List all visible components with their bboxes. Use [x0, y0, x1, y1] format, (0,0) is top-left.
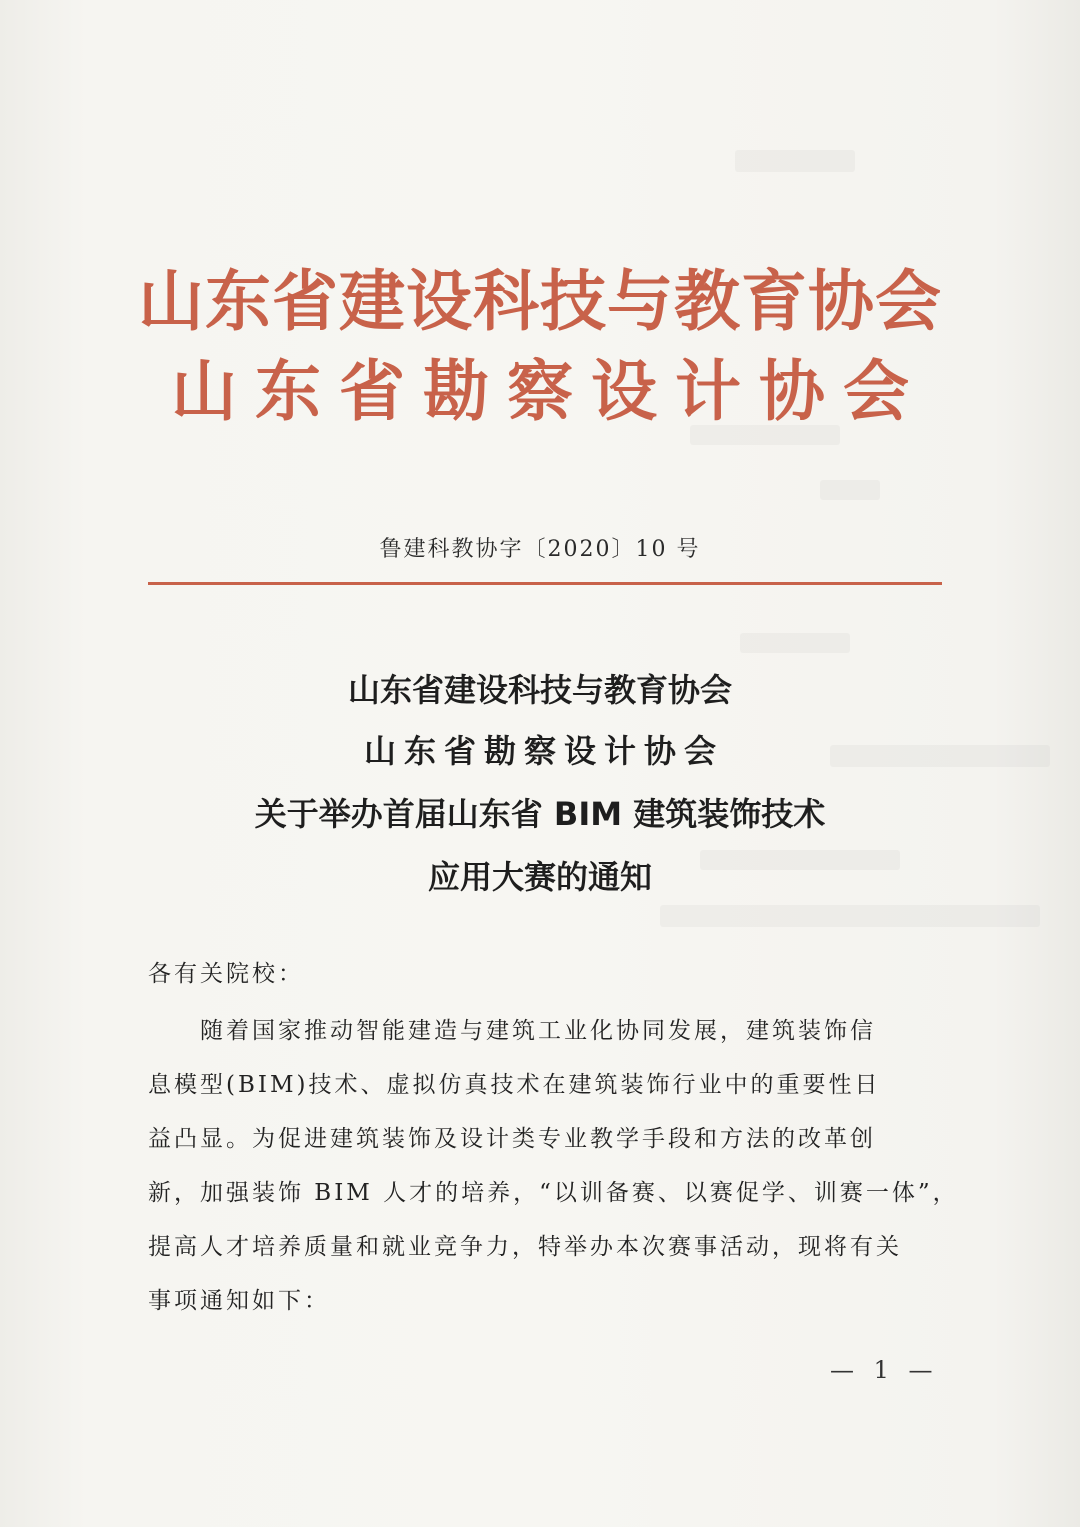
notice-title-line-2: 山东省勘察设计协会 — [363, 732, 724, 770]
body-line: 事项通知如下： — [148, 1288, 330, 1314]
body-line: 益凸显。为促进建筑装饰及设计类专业教学手段和方法的改革创 — [148, 1126, 876, 1152]
notice-title-line-3: 关于举办首届山东省 BIM 建筑装饰技术 — [254, 795, 826, 833]
notice-title-line-4: 应用大赛的通知 — [427, 858, 652, 896]
bleed-through-mark — [660, 905, 1040, 927]
body-line: 息模型(BIM)技术、虚拟仿真技术在建筑装饰行业中的重要性日 — [148, 1072, 881, 1098]
bleed-through-mark — [820, 480, 880, 500]
body-line: 提高人才培养质量和就业竞争力，特举办本次赛事活动，现将有关 — [148, 1234, 902, 1260]
page-number: — 1 — — [830, 1356, 939, 1384]
body-line: 新，加强装饰 BIM 人才的培养，“以训备赛、以赛促学、训赛一体”， — [148, 1180, 959, 1206]
document-number: 鲁建科教协字〔2020〕10 号 — [379, 537, 701, 562]
body-line: 随着国家推动智能建造与建筑工业化协同发展，建筑装饰信 — [200, 1018, 876, 1044]
bleed-through-mark — [735, 150, 855, 172]
issuer-header-line-2: 山东省勘察设计协会 — [171, 353, 927, 430]
notice-title-line-1: 山东省建设科技与教育协会 — [347, 671, 732, 709]
red-divider-line — [148, 582, 942, 585]
bleed-through-mark — [740, 633, 850, 653]
salutation: 各有关院校： — [148, 961, 304, 987]
issuer-header-line-1: 山东省建设科技与教育协会 — [138, 263, 942, 340]
